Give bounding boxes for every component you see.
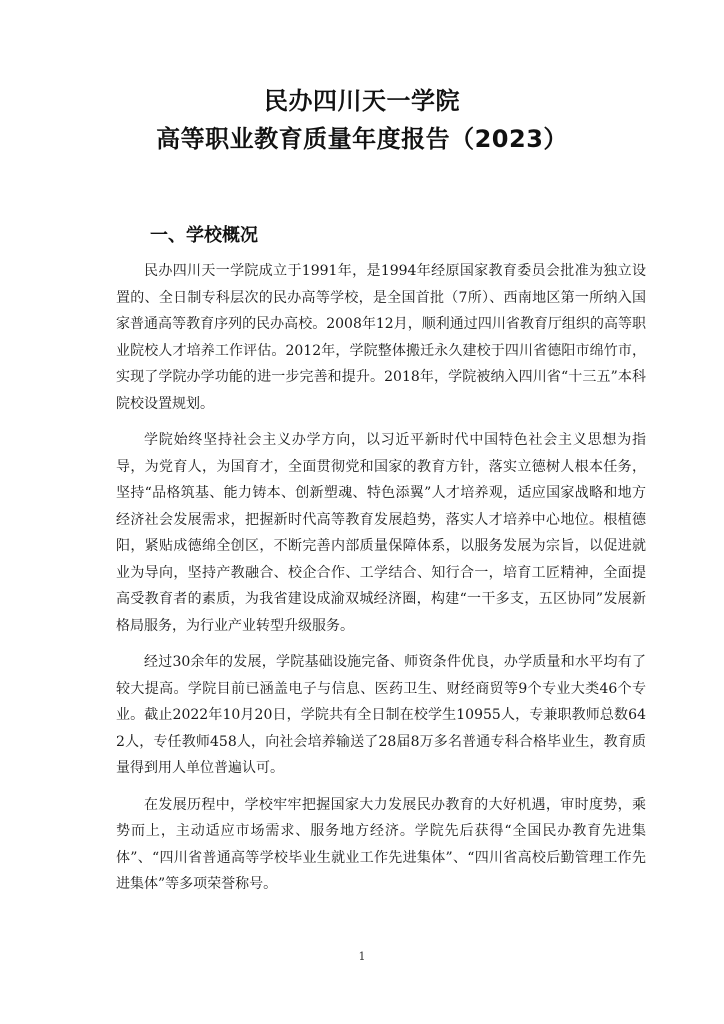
paragraph: 经过30余年的发展，学院基础设施完备、师资条件优良，办学质量和水平均有了较大提高。学院目前已涵盖电子与信息、医药卫生、财经商贸等9个专业大类46个专业。截止2022年10月20日，学院共有全日制在校学生10955人，专兼职教师总数642人，专任教师458人，向社会培养输送了28届8万多名普通专科合格毕业生，教育质量得到用人单位普遍认可。 — [116, 654, 646, 776]
document-title — [0, 82, 724, 158]
title-line-report: 高等职业教育质量年度报告（2023） — [156, 125, 568, 153]
paragraph: 在发展历程中，学校牢牢把握国家大力发展民办教育的大好机遇，审时度势，乘势而上，主动适应市场需求、服务地方经济。学院先后获得“全国民办教育先进集体”、“四川省普通高等学校毕业生就业工作先进集体”、“四川省高校后勤管理工作先进集体”等多项荣誉称号。 — [116, 796, 646, 892]
section-heading: 一、学校概况 — [150, 225, 258, 246]
body-text — [116, 258, 646, 908]
title-line-school: 民办四川天一学院 — [264, 87, 460, 115]
paragraph: 民办四川天一学院成立于1991年，是1994年经原国家教育委员会批准为独立设置的、全日制专科层次的民办高等学校，是全国首批（7所）、西南地区第一所纳入国家普通高等教育序列的民办高校。2008年12月，顺利通过四川省教育厅组织的高等职业院校人才培养工作评估。2012年，学院整体搬迁永久建校于四川省德阳市绵竹市，实现了学院办学功能的进一步完善和提升。2018年，学院被纳入四川省“十三五”本科院校设置规划。 — [116, 263, 646, 412]
paragraph: 学院始终坚持社会主义办学方向，以习近平新时代中国特色社会主义思想为指导，为党育人，为国育才，全面贯彻党和国家的教育方针，落实立德树人根本任务，坚持“品格筑基、能力铸本、创新塑魂、特色添翼”人才培养观，适应国家战略和地方经济社会发展需求，把握新时代高等教育发展趋势，落实人才培养中心地位。根植德阳，紧贴成德绵全创区，不断完善内部质量保障体系，以服务发展为宗旨，以促进就业为导向，坚持产教融合、校企合作、工学结合、知行合一，培育工匠精神，全面提高受教育者的素质，为我省建设成渝双城经济圈，构建“一干多支，五区协同”发展新格局服务，为行业产业转型升级服务。 — [116, 432, 646, 634]
page-number: 1 — [358, 950, 366, 963]
